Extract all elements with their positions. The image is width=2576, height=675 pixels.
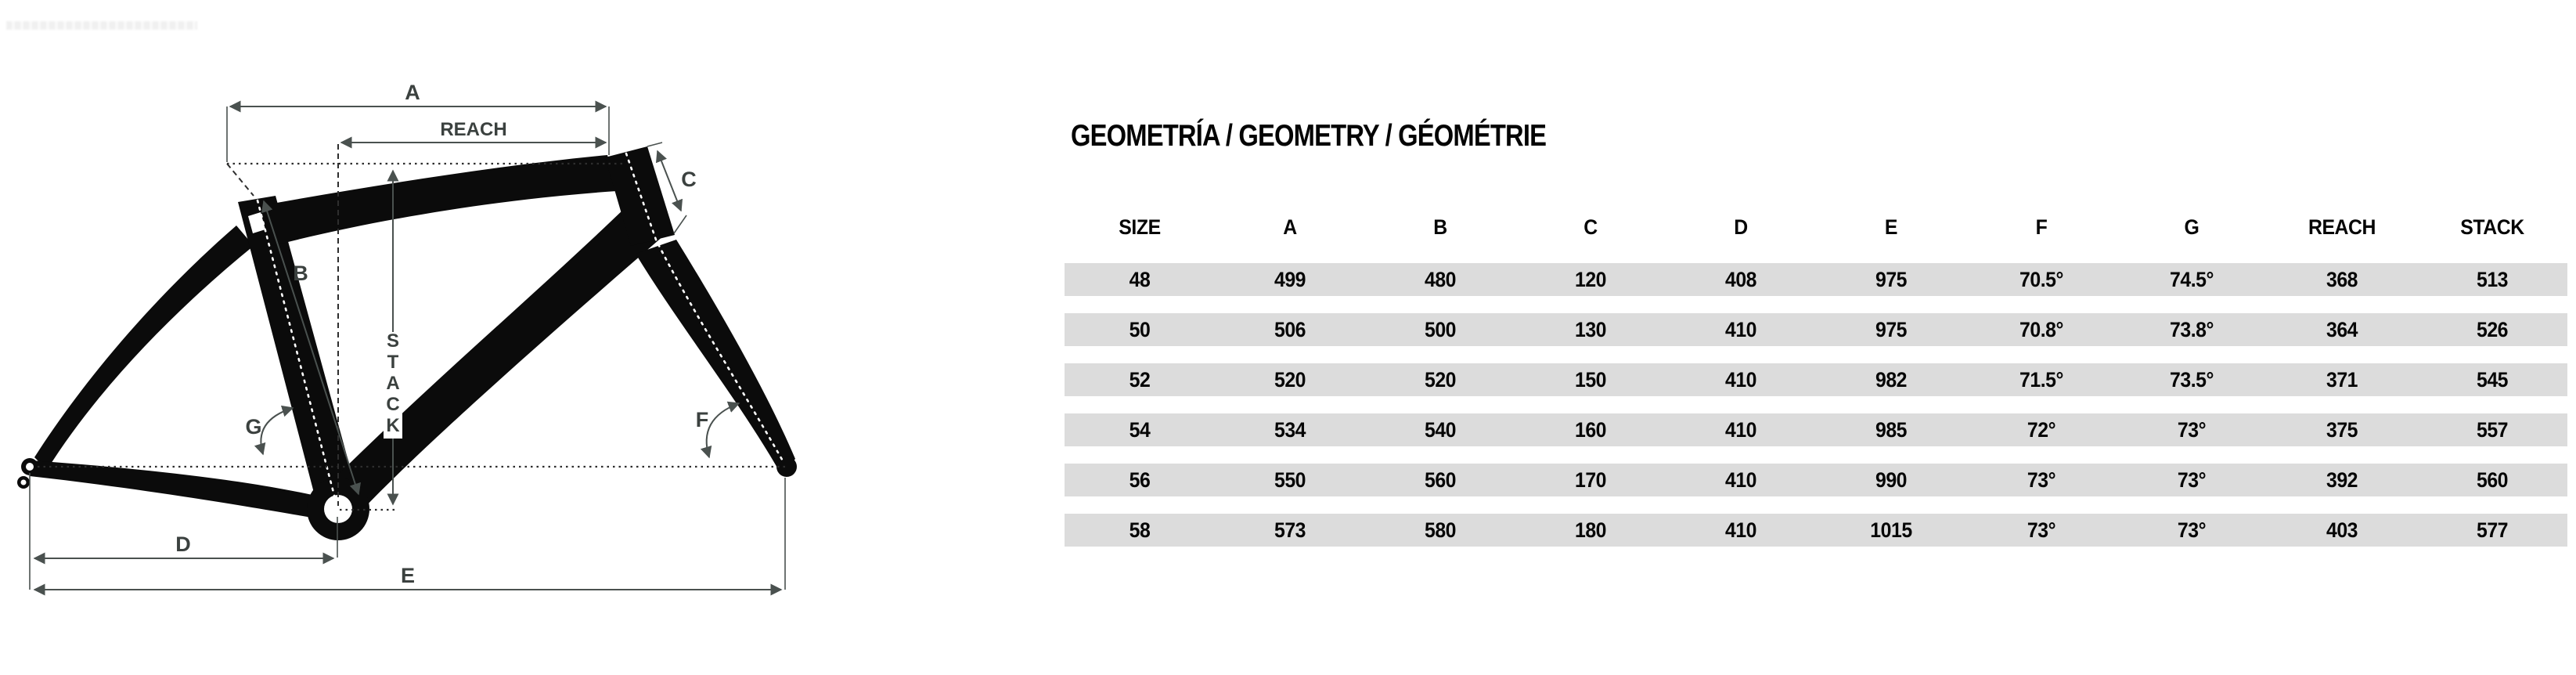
dim-label-c: C — [681, 168, 697, 191]
seat-stay — [34, 226, 254, 470]
seat-axis-extension-dashed — [227, 164, 254, 196]
stack-letter-t: T — [387, 352, 399, 373]
column-header: C — [1583, 215, 1598, 239]
table-cell: 534 — [1274, 417, 1306, 442]
table-cell: 410 — [1724, 317, 1757, 341]
table-row — [1065, 363, 2567, 396]
table-cell: 526 — [2476, 317, 2509, 341]
table-cell: 506 — [1274, 317, 1306, 341]
dim-c-ext-top — [647, 143, 662, 146]
column-header: SIZE — [1119, 215, 1161, 239]
column-header: D — [1734, 215, 1748, 239]
table-cell: 975 — [1875, 317, 1908, 341]
table-row — [1065, 263, 2567, 296]
seat-tube-centerline — [258, 200, 337, 507]
table-row — [1065, 313, 2567, 346]
table-cell: 150 — [1574, 367, 1607, 392]
stack-letter-s: S — [386, 330, 400, 352]
stack-letter-a: A — [386, 373, 400, 394]
dim-label-reach: REACH — [440, 119, 507, 140]
table-cell: 550 — [1274, 467, 1306, 492]
table-cell: 520 — [1424, 367, 1457, 392]
table-cell: 560 — [2476, 467, 2509, 492]
rear-axle-hole — [26, 463, 34, 471]
column-header: REACH — [2308, 215, 2376, 239]
table-cell: 410 — [1724, 367, 1757, 392]
table-header-row — [1065, 208, 2567, 247]
table-cell: 410 — [1724, 518, 1757, 542]
table-cell: 557 — [2476, 417, 2509, 442]
table-cell: 72° — [2027, 417, 2056, 442]
column-header: E — [1884, 215, 1898, 239]
table-cell: 70.8° — [2019, 317, 2063, 341]
down-tube — [326, 208, 670, 511]
dim-label-f: F — [695, 408, 709, 431]
table-cell: 48 — [1129, 267, 1151, 291]
dim-arc-f — [707, 403, 739, 457]
table-title: GEOMETRÍA / GEOMETRY / GÉOMÉTRIE — [1071, 119, 1547, 153]
table-row — [1065, 514, 2567, 547]
table-cell: 74.5° — [2169, 267, 2214, 291]
table-cell: 54 — [1129, 417, 1151, 442]
stack-letter-c: C — [386, 394, 400, 415]
table-cell: 73° — [2177, 417, 2207, 442]
column-header: F — [2035, 215, 2048, 239]
table-cell: 540 — [1424, 417, 1457, 442]
table-cell: 573 — [1274, 518, 1306, 542]
table-cell: 180 — [1574, 518, 1607, 542]
table-cell: 975 — [1875, 267, 1908, 291]
table-cell: 500 — [1424, 317, 1457, 341]
table-cell: 560 — [1424, 467, 1457, 492]
dim-arc-g — [261, 408, 293, 454]
table-cell: 130 — [1574, 317, 1607, 341]
chain-stay — [30, 460, 343, 523]
column-header: A — [1283, 215, 1297, 239]
hanger-hole — [21, 480, 27, 485]
dim-label-g: G — [245, 415, 262, 439]
bike-frame — [17, 146, 797, 540]
table-cell: 170 — [1574, 467, 1607, 492]
table-cell: 410 — [1724, 467, 1757, 492]
table-cell: 480 — [1424, 267, 1457, 291]
table-cell: 120 — [1574, 267, 1607, 291]
bike-geometry-diagram — [0, 0, 845, 675]
table-cell: 73.5° — [2169, 367, 2214, 392]
table-cell: 408 — [1724, 267, 1757, 291]
table-cell: 982 — [1875, 367, 1908, 392]
table-cell: 545 — [2476, 367, 2509, 392]
table-cell: 73° — [2177, 518, 2207, 542]
table-cell: 577 — [2476, 518, 2509, 542]
table-cell: 368 — [2326, 267, 2358, 291]
table-cell: 410 — [1724, 417, 1757, 442]
table-cell: 56 — [1129, 467, 1151, 492]
table-row — [1065, 413, 2567, 446]
table-cell: 70.5° — [2019, 267, 2063, 291]
table-cell: 52 — [1129, 367, 1151, 392]
table-cell: 58 — [1129, 518, 1151, 542]
column-header: G — [2184, 215, 2200, 239]
table-cell: 375 — [2326, 417, 2358, 442]
table-cell: 580 — [1424, 518, 1457, 542]
dim-label-d: D — [175, 532, 191, 556]
table-cell: 403 — [2326, 518, 2358, 542]
table-cell: 50 — [1129, 317, 1151, 341]
dim-label-b: B — [293, 262, 308, 285]
front-dropout — [776, 457, 797, 477]
bottom-bracket-hole — [324, 495, 352, 523]
stack-letter-k: K — [386, 415, 400, 436]
table-cell: 985 — [1875, 417, 1908, 442]
table-cell: 520 — [1274, 367, 1306, 392]
table-cell: 990 — [1875, 467, 1908, 492]
table-cell: 73.8° — [2169, 317, 2214, 341]
dim-c-ext-bottom — [674, 215, 686, 233]
table-cell: 160 — [1574, 417, 1607, 442]
top-tube — [246, 155, 617, 246]
table-cell: 73° — [2177, 467, 2207, 492]
table-cell: 371 — [2326, 367, 2358, 392]
column-header: STACK — [2460, 215, 2524, 239]
dimension-lines — [30, 106, 789, 590]
table-cell: 73° — [2027, 518, 2056, 542]
table-cell: 364 — [2326, 317, 2358, 341]
table-row — [1065, 464, 2567, 496]
table-cell: 513 — [2476, 267, 2509, 291]
table-cell: 71.5° — [2019, 367, 2063, 392]
dim-label-a: A — [405, 81, 420, 104]
geometry-table — [1065, 208, 2567, 564]
table-cell: 1015 — [1870, 518, 1912, 542]
table-cell: 499 — [1274, 267, 1306, 291]
table-cell: 392 — [2326, 467, 2358, 492]
table-cell: 73° — [2027, 467, 2056, 492]
dim-label-e: E — [400, 564, 416, 587]
column-header: B — [1433, 215, 1447, 239]
